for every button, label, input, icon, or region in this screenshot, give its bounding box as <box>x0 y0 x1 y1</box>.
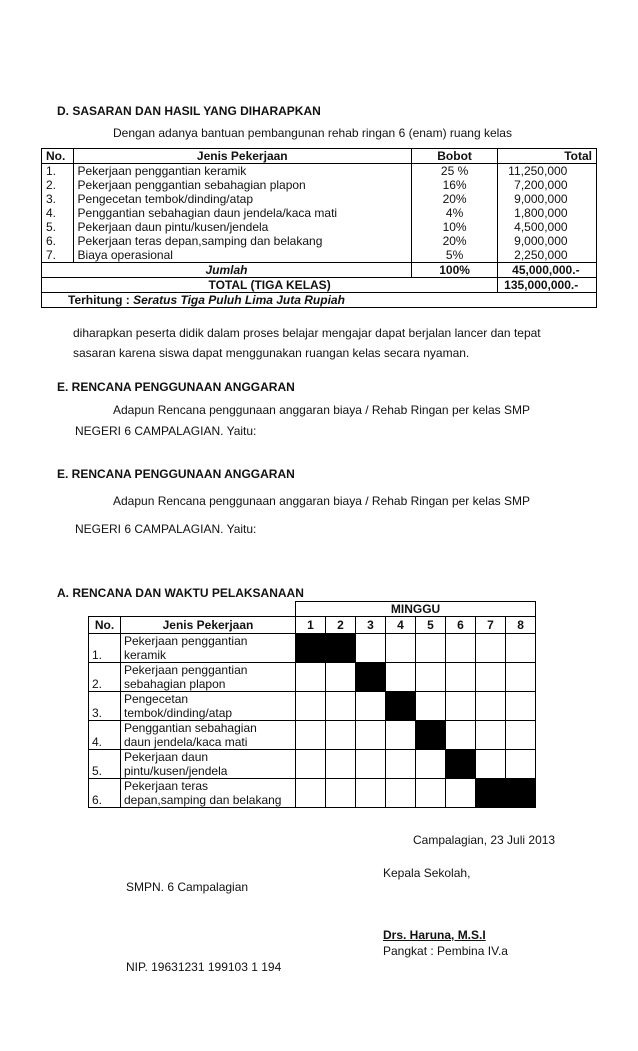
table-row <box>42 178 597 192</box>
table-row <box>42 206 597 220</box>
minggu-label: MINGGU <box>296 602 536 617</box>
table-row <box>89 692 536 721</box>
week-cell <box>416 692 446 721</box>
week-7-label: 7 <box>476 617 506 634</box>
week-4-label: 4 <box>386 617 416 634</box>
job-line2: sebahagian plapon <box>124 677 226 691</box>
week-cell <box>326 779 356 808</box>
section-e1-line1: Adapun Rencana penggunaan anggaran biaya / Rehab Ringan per kelas SMP <box>113 403 530 417</box>
budget-total-row <box>42 278 597 293</box>
week-cell <box>416 779 446 808</box>
row-bobot: 4% <box>411 206 497 220</box>
week-cell <box>416 663 446 692</box>
row-job: Biaya operasional <box>73 248 411 263</box>
section-e2-line1: Adapun Rencana penggunaan anggaran biaya / Rehab Ringan per kelas SMP <box>113 494 530 508</box>
table-row <box>42 248 597 263</box>
week-1-label: 1 <box>296 617 326 634</box>
row-total: 7,200,000 <box>498 178 597 192</box>
week-cell <box>386 750 416 779</box>
table-row <box>42 164 597 179</box>
row-total: 2,250,000 <box>498 248 597 263</box>
row-bobot: 16% <box>411 178 497 192</box>
week-cell <box>446 692 476 721</box>
week-cell <box>476 750 506 779</box>
row-bobot: 10% <box>411 220 497 234</box>
week-cell <box>326 721 356 750</box>
row-bobot: 20% <box>411 234 497 248</box>
week-cell <box>446 663 476 692</box>
table-row <box>89 634 536 663</box>
section-a-heading: A. RENCANA DAN WAKTU PELAKSANAAN <box>57 586 304 600</box>
row-total: 1,800,000 <box>498 206 597 220</box>
week-cell <box>476 721 506 750</box>
section-e1-line2: NEGERI 6 CAMPALAGIAN. Yaitu: <box>75 424 257 438</box>
week-8-label: 8 <box>506 617 536 634</box>
week-cell <box>446 750 476 779</box>
week-cell <box>506 663 536 692</box>
jumlah-label: Jumlah <box>42 263 412 278</box>
row-no: 1. <box>42 164 74 179</box>
week-cell <box>506 634 536 663</box>
week-2-label: 2 <box>326 617 356 634</box>
row-total: 11,250,000 <box>498 164 597 179</box>
job-line1: Pekerjaan daun <box>124 750 209 764</box>
jumlah-bobot: 100% <box>411 263 497 278</box>
table-row <box>42 220 597 234</box>
week-cell <box>356 721 386 750</box>
place-date: Campalagian, 23 Juli 2013 <box>413 833 556 847</box>
jumlah-total: 45,000,000.- <box>498 263 597 278</box>
week-cell <box>506 750 536 779</box>
row-job: Pekerjaan penggantian sebahagian plapon <box>73 178 411 192</box>
week-cell <box>356 750 386 779</box>
schedule-row-no: 6. <box>89 779 121 808</box>
schedule-row-job <box>121 634 296 663</box>
row-no: 7. <box>42 248 74 263</box>
week-cell <box>386 663 416 692</box>
budget-header-no: No. <box>42 149 74 164</box>
schedule-row-job <box>121 750 296 779</box>
budget-header-job: Jenis Pekerjaan <box>73 149 411 164</box>
job-line2: keramik <box>124 648 167 662</box>
week-cell <box>296 634 326 663</box>
schedule-body <box>89 634 536 808</box>
job-line2: depan,samping dan belakang <box>124 793 282 807</box>
week-cell <box>356 634 386 663</box>
row-bobot: 25 % <box>411 164 497 179</box>
week-cell <box>296 663 326 692</box>
week-6-label: 6 <box>446 617 476 634</box>
job-line1: Pengecetan <box>124 692 189 706</box>
week-cell <box>476 692 506 721</box>
row-no: 5. <box>42 220 74 234</box>
budget-header-bobot: Bobot <box>411 149 497 164</box>
week-cell <box>356 663 386 692</box>
row-job: Pekerjaan penggantian keramik <box>73 164 411 179</box>
row-no: 4. <box>42 206 74 220</box>
week-cell <box>386 692 416 721</box>
week-cell <box>446 779 476 808</box>
schedule-row-no: 4. <box>89 721 121 750</box>
terhitung-value: Seratus Tiga Puluh Lima Juta Rupiah <box>133 293 345 307</box>
row-no: 3. <box>42 192 74 206</box>
week-cell <box>326 634 356 663</box>
schedule-header-job: Jenis Pekerjaan <box>121 617 296 634</box>
week-cell <box>446 634 476 663</box>
section-d-intro: Dengan adanya bantuan pembangunan rehab ringan 6 (enam) ruang kelas <box>113 126 512 140</box>
budget-header-row <box>42 149 597 164</box>
budget-terhitung-row <box>42 293 597 308</box>
week-cell <box>326 692 356 721</box>
row-total: 4,500,000 <box>498 220 597 234</box>
schedule-row-no: 1. <box>89 634 121 663</box>
schedule-row-job <box>121 663 296 692</box>
section-d-para-line2: sasaran karena siswa dapat menggunakan ruangan kelas secara nyaman. <box>73 346 470 360</box>
total-value: 135,000,000.- <box>498 278 597 293</box>
week-cell <box>296 721 326 750</box>
budget-table <box>41 148 597 308</box>
schedule-table <box>88 601 536 808</box>
schedule-header-no: No. <box>89 617 121 634</box>
total-label: TOTAL (TIGA KELAS) <box>42 278 498 293</box>
week-cell <box>356 692 386 721</box>
week-5-label: 5 <box>416 617 446 634</box>
signatory-name: Drs. Haruna, M.S.I <box>383 928 486 942</box>
week-cell <box>416 721 446 750</box>
schedule-minggu-row <box>89 602 536 617</box>
job-line2: daun jendela/kaca mati <box>124 735 248 749</box>
school-name: SMPN. 6 Campalagian <box>126 880 249 894</box>
week-cell <box>506 692 536 721</box>
signature-role: Kepala Sekolah, <box>383 866 471 880</box>
week-cell <box>506 721 536 750</box>
table-row <box>89 721 536 750</box>
row-total: 9,000,000 <box>498 192 597 206</box>
budget-jumlah-row <box>42 263 597 278</box>
week-cell <box>356 779 386 808</box>
week-cell <box>476 779 506 808</box>
nip: NIP. 19631231 199103 1 194 <box>126 960 282 974</box>
row-bobot: 5% <box>411 248 497 263</box>
week-cell <box>386 721 416 750</box>
section-e1-heading: E. RENCANA PENGGUNAAN ANGGARAN <box>57 380 295 394</box>
schedule-header-row <box>89 617 536 634</box>
job-line2: tembok/dinding/atap <box>124 706 233 720</box>
section-e2-heading: E. RENCANA PENGGUNAAN ANGGARAN <box>57 467 295 481</box>
section-d-heading: D. SASARAN DAN HASIL YANG DIHARAPKAN <box>57 104 321 118</box>
schedule-row-job <box>121 721 296 750</box>
table-row <box>42 234 597 248</box>
schedule-row-job <box>121 779 296 808</box>
week-cell <box>326 663 356 692</box>
row-job: Penggantian sebahagian daun jendela/kaca mati <box>73 206 411 220</box>
week-cell <box>416 634 446 663</box>
job-line2: pintu/kusen/jendela <box>124 764 228 778</box>
row-bobot: 20% <box>411 192 497 206</box>
schedule-row-no: 5. <box>89 750 121 779</box>
schedule-row-job <box>121 692 296 721</box>
week-cell <box>296 779 326 808</box>
schedule-row-no: 2. <box>89 663 121 692</box>
week-cell <box>476 663 506 692</box>
week-cell <box>416 750 446 779</box>
week-cell <box>446 721 476 750</box>
job-line1: Pekerjaan penggantian <box>124 634 248 648</box>
terhitung-label: Terhitung : <box>68 293 134 307</box>
schedule-corner <box>89 602 296 617</box>
job-line1: Pekerjaan teras <box>124 779 209 793</box>
table-row <box>42 192 597 206</box>
week-cell <box>476 634 506 663</box>
job-line1: Pekerjaan penggantian <box>124 663 248 677</box>
section-e2-line2: NEGERI 6 CAMPALAGIAN. Yaitu: <box>75 522 257 536</box>
section-d-para-line1: diharapkan peserta didik dalam proses belajar mengajar dapat berjalan lancer dan tepat <box>73 326 541 340</box>
job-line1: Penggantian sebahagian <box>124 721 257 735</box>
terhitung-cell <box>42 293 597 308</box>
week-cell <box>296 750 326 779</box>
week-cell <box>506 779 536 808</box>
week-3-label: 3 <box>356 617 386 634</box>
week-cell <box>386 634 416 663</box>
table-row <box>89 663 536 692</box>
row-job: Pengecetan tembok/dinding/atap <box>73 192 411 206</box>
row-job: Pekerjaan daun pintu/kusen/jendela <box>73 220 411 234</box>
signatory-rank: Pangkat : Pembina IV.a <box>383 944 508 958</box>
week-cell <box>326 750 356 779</box>
row-no: 2. <box>42 178 74 192</box>
budget-header-total: Total <box>498 149 597 164</box>
week-cell <box>296 692 326 721</box>
row-job: Pekerjaan teras depan,samping dan belakang <box>73 234 411 248</box>
week-cell <box>386 779 416 808</box>
table-row <box>89 779 536 808</box>
row-no: 6. <box>42 234 74 248</box>
schedule-row-no: 3. <box>89 692 121 721</box>
row-total: 9,000,000 <box>498 234 597 248</box>
table-row <box>89 750 536 779</box>
